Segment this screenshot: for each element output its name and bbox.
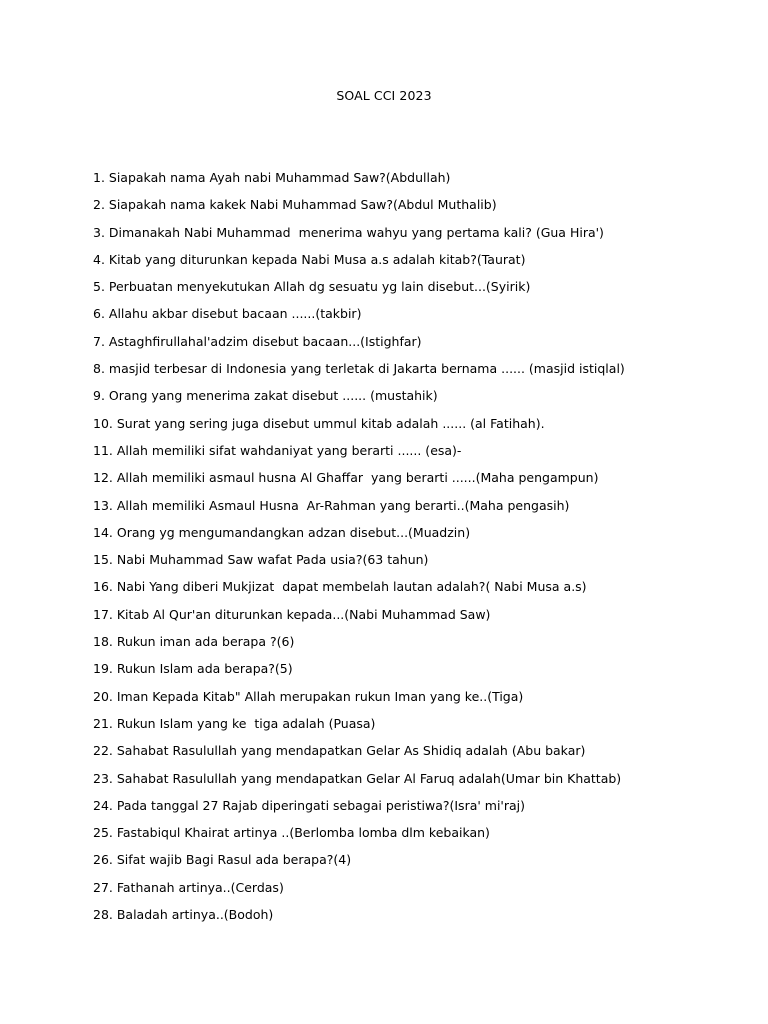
question-item: 25. Fastabiqul Khairat artinya ..(Berlomba lomba dlm kebaikan) — [93, 825, 490, 841]
question-item: 13. Allah memiliki Asmaul Husna Ar-Rahman yang berarti..(Maha pengasih) — [93, 497, 570, 513]
question-item: 18. Rukun iman ada berapa ?(6) — [93, 634, 295, 650]
question-item: 5. Perbuatan menyekutukan Allah dg sesuatu yg lain disebut...(Syirik) — [93, 279, 531, 295]
question-item: 20. Iman Kepada Kitab" Allah merupakan rukun Iman yang ke..(Tiga) — [93, 688, 524, 704]
document-title: SOAL CCI 2023 — [336, 88, 432, 103]
question-item: 23. Sahabat Rasulullah yang mendapatkan Gelar Al Faruq adalah(Umar bin Khattab) — [93, 770, 622, 786]
question-item: 15. Nabi Muhammad Saw wafat Pada usia?(63 tahun) — [93, 552, 429, 568]
question-item: 10. Surat yang sering juga disebut ummul kitab adalah ...... (al Fatihah). — [93, 415, 545, 431]
question-item: 12. Allah memiliki asmaul husna Al Ghaffar yang berarti ......(Maha pengampun) — [93, 470, 599, 486]
question-item: 19. Rukun Islam ada berapa?(5) — [93, 661, 293, 677]
question-item: 6. Allahu akbar disebut bacaan ......(takbir) — [93, 306, 362, 322]
question-item: 27. Fathanah artinya..(Cerdas) — [93, 879, 284, 895]
question-item: 11. Allah memiliki sifat wahdaniyat yang berarti ...... (esa)- — [93, 442, 462, 458]
question-item: 24. Pada tanggal 27 Rajab diperingati sebagai peristiwa?(Isra' mi'raj) — [93, 797, 526, 813]
question-item: 1. Siapakah nama Ayah nabi Muhammad Saw?(Abdullah) — [93, 170, 451, 185]
question-item: 9. Orang yang menerima zakat disebut ...... (mustahik) — [93, 388, 438, 404]
question-item: 28. Baladah artinya..(Bodoh) — [93, 907, 274, 923]
question-item: 17. Kitab Al Qur'an diturunkan kepada...(Nabi Muhammad Saw) — [93, 606, 491, 622]
question-item: 4. Kitab yang diturunkan kepada Nabi Musa a.s adalah kitab?(Taurat) — [93, 251, 526, 267]
question-item: 7. Astaghfirullahal'adzim disebut bacaan...(Istighfar) — [93, 333, 422, 349]
question-list — [93, 169, 625, 933]
question-item: 2. Siapakah nama kakek Nabi Muhammad Saw?(Abdul Muthalib) — [93, 197, 497, 213]
question-item: 22. Sahabat Rasulullah yang mendapatkan Gelar As Shidiq adalah (Abu bakar) — [93, 743, 586, 759]
question-item: 3. Dimanakah Nabi Muhammad menerima wahyu yang pertama kali? (Gua Hira') — [93, 224, 604, 240]
question-item: 16. Nabi Yang diberi Mukjizat dapat membelah lautan adalah?( Nabi Musa a.s) — [93, 579, 587, 595]
question-item: 26. Sifat wajib Bagi Rasul ada berapa?(4) — [93, 852, 352, 868]
question-item: 14. Orang yg mengumandangkan adzan disebut...(Muadzin) — [93, 524, 471, 540]
question-item: 21. Rukun Islam yang ke tiga adalah (Puasa) — [93, 715, 376, 731]
question-item: 8. masjid terbesar di Indonesia yang terletak di Jakarta bernama ...... (masjid istiqlal) — [93, 361, 625, 377]
